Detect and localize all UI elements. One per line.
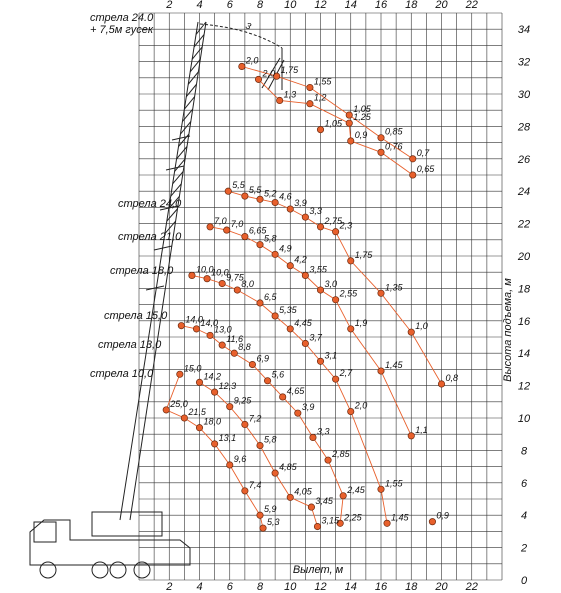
load-point-label: 7,0 <box>230 219 244 230</box>
load-point-label: 5,6 <box>271 369 285 380</box>
load-point <box>227 462 233 468</box>
load-point <box>211 441 217 447</box>
load-point-label: 1,55 <box>385 478 403 489</box>
load-point-label: 2,45 <box>347 484 365 495</box>
x-tick-bottom: 18 <box>405 581 418 593</box>
jib-angle-label: 3 <box>244 20 253 32</box>
load-point-label: 2,55 <box>339 288 358 299</box>
load-point-label: 5,2 <box>264 188 277 199</box>
y-tick: 34 <box>517 24 531 37</box>
load-point-label: 6,9 <box>256 353 269 364</box>
y-tick: 30 <box>517 89 531 101</box>
y-tick: 14 <box>517 348 531 361</box>
load-point <box>317 358 323 364</box>
load-point-label: 2,25 <box>344 512 362 523</box>
load-point-label: 4,2 <box>294 254 307 265</box>
truck-wheel <box>110 562 126 578</box>
load-point <box>177 371 183 377</box>
load-point <box>234 287 240 293</box>
load-point <box>211 389 217 395</box>
load-point <box>219 280 225 286</box>
load-point-label: 13,1 <box>218 432 237 443</box>
load-point <box>378 368 384 374</box>
load-point <box>302 214 308 220</box>
load-point <box>239 63 245 69</box>
y-tick: 12 <box>517 380 531 393</box>
y-tick: 22 <box>517 218 531 231</box>
load-point <box>308 504 314 510</box>
load-point-label: 3,1 <box>324 350 338 361</box>
load-point-label: 1,35 <box>385 282 403 293</box>
y-axis-title: Высота подъема, м <box>502 278 514 382</box>
y-tick: 0 <box>520 575 528 587</box>
load-point <box>307 84 313 90</box>
load-point-label: 15,0 <box>183 363 202 374</box>
load-point-label: 9,6 <box>233 453 247 464</box>
load-point-label: 2,0 <box>262 68 276 79</box>
load-points <box>163 55 458 531</box>
load-point-label: 2,75 <box>324 215 343 226</box>
load-point-label: 6,5 <box>264 291 277 302</box>
load-point <box>196 379 202 385</box>
load-point-label: 2,0 <box>354 400 368 411</box>
truck-wheel <box>134 562 150 578</box>
load-curve-7 <box>200 382 318 526</box>
load-point-label: 14,2 <box>203 371 222 382</box>
load-point-label: 25,0 <box>170 398 188 409</box>
load-point <box>348 138 354 144</box>
x-tick-top: 16 <box>374 0 388 11</box>
load-point-label: 13,0 <box>214 324 232 335</box>
load-point-label: 1,75 <box>280 65 299 76</box>
truck-wheel <box>40 562 56 578</box>
load-point <box>272 470 278 476</box>
load-point <box>225 188 231 194</box>
load-point-label: 1,55 <box>313 76 332 87</box>
load-point <box>332 297 338 303</box>
load-point <box>257 196 263 202</box>
x-tick-top: 18 <box>405 0 418 11</box>
load-point <box>408 329 414 335</box>
load-point <box>410 156 416 162</box>
load-point-label: 0,65 <box>416 164 435 174</box>
crane-line <box>146 286 164 290</box>
load-point-label: 2,85 <box>332 449 350 460</box>
load-point-label: 5,8 <box>264 434 277 445</box>
load-point <box>317 287 323 293</box>
x-tick-top: 2 <box>166 0 173 11</box>
load-point-label: 11,6 <box>226 334 244 345</box>
load-point-label: 9,75 <box>226 272 244 283</box>
load-point <box>302 340 308 346</box>
truck-cabin <box>34 522 56 542</box>
load-point <box>325 457 331 463</box>
boom-label-24: стрела 24,0 <box>118 198 182 210</box>
boom-label-15: стрела 15,0 <box>104 310 168 322</box>
boom-label-13: стрела 13,0 <box>98 339 162 351</box>
load-point <box>310 434 316 440</box>
load-point <box>302 272 308 278</box>
load-point-label: 5,5 <box>232 180 245 191</box>
load-point <box>255 76 261 82</box>
y-tick: 10 <box>517 413 531 425</box>
load-point <box>242 488 248 494</box>
load-point <box>307 101 313 107</box>
load-point <box>242 233 248 239</box>
x-tick-bottom: 6 <box>226 581 233 593</box>
boom-label-10: стрела 10,0 <box>90 368 154 380</box>
boom-label-jib-extension: + 7,5м гусек <box>90 24 154 36</box>
load-point-label: 0,76 <box>385 141 403 152</box>
load-point-label: 3,15 <box>321 515 340 526</box>
load-point <box>279 394 285 400</box>
x-tick-bottom: 20 <box>435 581 448 593</box>
load-point-label: 8,8 <box>238 342 251 353</box>
load-point <box>181 415 187 421</box>
y-tick: 4 <box>520 510 528 523</box>
load-point-label: 8,0 <box>241 279 254 290</box>
load-point <box>163 407 169 413</box>
load-point <box>178 322 184 328</box>
y-tick: 2 <box>520 542 528 555</box>
load-point-label: 5,5 <box>248 185 262 196</box>
load-point <box>189 272 195 278</box>
load-point-label: 3,0 <box>324 279 338 290</box>
load-point-label: 2,0 <box>245 55 259 66</box>
load-point <box>287 263 293 269</box>
load-point-label: 1,75 <box>354 249 373 260</box>
load-point <box>204 275 210 281</box>
load-point-label: 1,3 <box>283 89 297 100</box>
y-tick: 32 <box>517 56 531 69</box>
load-point-label: 1,1 <box>415 424 428 435</box>
load-point <box>378 135 384 141</box>
x-tick-bottom: 22 <box>465 581 478 593</box>
load-point <box>272 251 278 257</box>
boom-label-18: стрела 18,0 <box>110 265 174 277</box>
load-point-label: 4,85 <box>279 462 297 473</box>
load-point <box>348 258 354 264</box>
load-point <box>384 520 390 526</box>
x-tick-top: 4 <box>196 0 203 11</box>
x-tick-top: 20 <box>435 0 448 11</box>
load-point <box>378 290 384 296</box>
load-point-label: 4,45 <box>294 317 312 328</box>
load-point-label: 0,9 <box>436 510 449 521</box>
load-point <box>207 224 213 230</box>
load-point-label: 5,35 <box>279 304 297 315</box>
crane-turret <box>92 512 162 536</box>
load-point-label: 5,8 <box>264 233 277 244</box>
load-point <box>438 381 444 387</box>
load-point-label: 1,2 <box>313 92 327 103</box>
load-point-label: 3,3 <box>316 426 330 437</box>
load-point <box>257 442 263 448</box>
x-tick-bottom: 2 <box>166 581 173 593</box>
y-tick: 20 <box>517 251 531 263</box>
load-point-label: 5,3 <box>267 517 280 528</box>
load-point-label: 5,9 <box>264 504 277 515</box>
load-point <box>219 342 225 348</box>
load-point-label: 3,9 <box>301 402 315 413</box>
crane-drawing <box>30 22 284 578</box>
load-point-label: 0,7 <box>416 147 430 158</box>
load-point-label: 4,9 <box>279 243 292 254</box>
x-tick-bottom: 12 <box>314 581 327 593</box>
x-tick-top: 12 <box>314 0 327 11</box>
load-point <box>317 224 323 230</box>
load-point-label: 1,25 <box>353 112 371 123</box>
x-axis-title: Вылет, м <box>292 564 344 576</box>
load-point-label: 6,65 <box>248 225 267 236</box>
load-point-label: 14,0 <box>185 314 203 325</box>
load-point-label: 1,45 <box>385 360 403 371</box>
load-point <box>408 433 414 439</box>
load-point-label: 7,4 <box>248 479 262 490</box>
jib-arc <box>200 24 282 48</box>
load-point <box>295 410 301 416</box>
load-point-label: 0,9 <box>354 129 368 140</box>
load-point-label: 3,55 <box>309 264 327 275</box>
load-point <box>340 493 346 499</box>
load-point-label: 3,9 <box>294 198 307 209</box>
load-point-label: 4,6 <box>279 191 292 202</box>
x-tick-top: 14 <box>344 0 357 11</box>
load-point-label: 10,0 <box>195 264 214 275</box>
load-point <box>264 378 270 384</box>
load-point <box>257 512 263 518</box>
load-point <box>272 313 278 319</box>
x-tick-bottom: 10 <box>284 581 297 593</box>
x-tick-top: 22 <box>465 0 478 11</box>
load-point-label: 1,05 <box>353 104 371 115</box>
load-point <box>260 525 266 531</box>
load-point-label: 1,05 <box>324 118 343 129</box>
x-tick-bottom: 14 <box>344 581 357 593</box>
x-tick-top: 8 <box>256 0 264 11</box>
load-point-label: 12,3 <box>218 381 237 392</box>
load-point <box>314 523 320 529</box>
load-point <box>193 326 199 332</box>
load-point <box>346 120 352 126</box>
y-tick: 6 <box>520 477 528 490</box>
load-point-label: 10,0 <box>211 267 229 278</box>
load-point <box>287 326 293 332</box>
x-tick-bottom: 8 <box>256 581 264 593</box>
load-point-label: 2,3 <box>339 220 353 231</box>
x-tick-top: 6 <box>226 0 233 11</box>
load-point <box>317 126 323 132</box>
load-point <box>196 425 202 431</box>
load-point <box>348 326 354 332</box>
y-tick: 8 <box>520 445 528 458</box>
y-tick: 18 <box>517 283 531 296</box>
y-tick: 28 <box>517 121 531 134</box>
load-point-label: 9,25 <box>233 395 252 406</box>
y-tick: 26 <box>517 153 531 166</box>
y-tick: 16 <box>517 315 531 328</box>
load-point-label: 1,0 <box>415 321 428 332</box>
load-point-label: 14,0 <box>200 317 219 328</box>
load-point-label: 3,3 <box>309 206 322 217</box>
load-point-label: 3,45 <box>315 496 333 507</box>
load-point-label: 0,8 <box>445 372 459 383</box>
load-point <box>332 376 338 382</box>
load-point <box>429 518 435 524</box>
load-point <box>287 206 293 212</box>
load-point <box>332 229 338 235</box>
load-point <box>249 361 255 367</box>
load-point-label: 21,5 <box>188 407 206 417</box>
load-point-label: 2,7 <box>339 368 353 379</box>
x-tick-bottom: 4 <box>196 581 203 593</box>
load-point-label: 7,0 <box>214 215 227 226</box>
load-point-label: 1,9 <box>354 317 368 328</box>
load-point-label: 7,2 <box>248 413 262 424</box>
boom-label-jib-main: стрела 24.0 <box>90 12 154 24</box>
load-point <box>242 193 248 199</box>
boom-label-21: стрела 21,0 <box>118 231 182 243</box>
load-point-label: 4,05 <box>294 486 312 497</box>
load-point <box>378 149 384 155</box>
load-point <box>287 494 293 500</box>
load-point-label: 0,85 <box>385 126 403 137</box>
load-point <box>257 241 263 247</box>
load-point <box>378 486 384 492</box>
load-point-label: 3,7 <box>309 332 322 343</box>
load-point-label: 4,65 <box>286 385 305 396</box>
load-point <box>346 112 352 118</box>
load-point <box>224 227 230 233</box>
load-point <box>410 172 416 178</box>
load-point-label: 1,45 <box>391 512 409 523</box>
load-point <box>272 199 278 205</box>
crane-line <box>172 136 190 140</box>
load-point-label: 18,0 <box>203 416 222 427</box>
load-point <box>231 350 237 356</box>
x-tick-bottom: 16 <box>374 581 388 593</box>
load-point <box>276 97 282 103</box>
load-point <box>242 421 248 427</box>
x-tick-top: 10 <box>284 0 297 11</box>
load-point <box>257 300 263 306</box>
y-tick: 24 <box>517 186 531 199</box>
load-point <box>227 403 233 409</box>
truck-wheel <box>92 562 108 578</box>
load-point <box>348 408 354 414</box>
load-point <box>207 332 213 338</box>
